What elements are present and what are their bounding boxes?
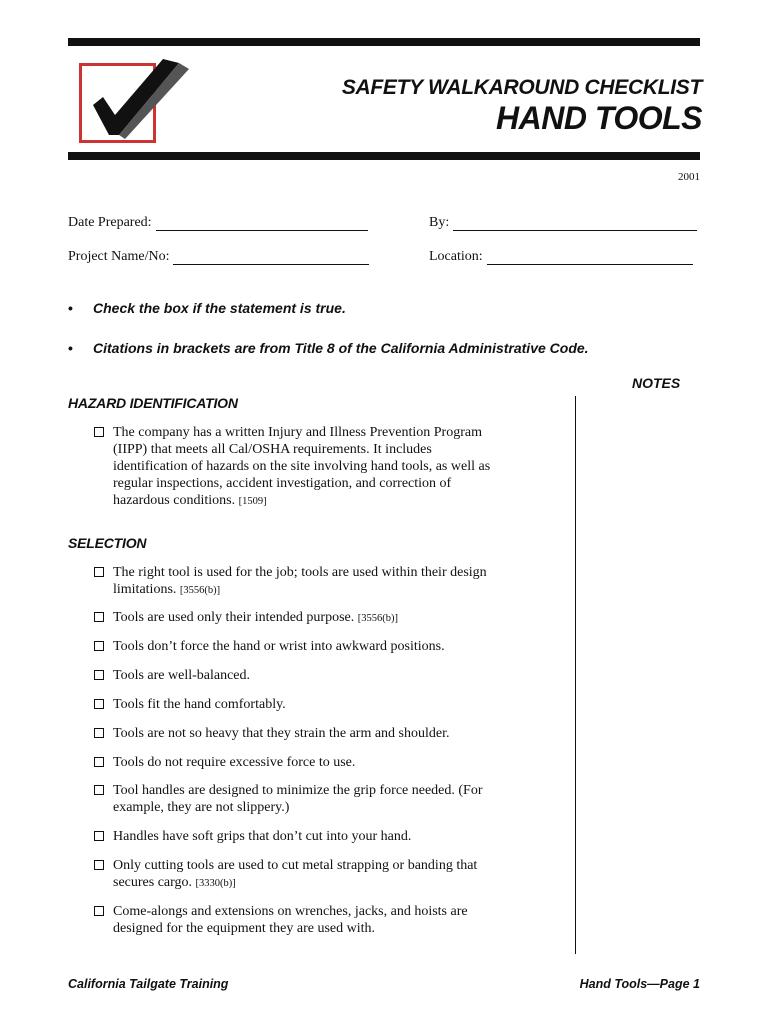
checklist-item-line: Come-alongs and extensions on wrenches, jacks, and hoists are [113,904,468,919]
checkmark-logo-icon [79,55,197,150]
checkbox[interactable] [94,612,104,622]
checklist-subject: HAND TOOLS [496,100,702,136]
checklist-item-text [94,424,554,510]
notes-divider [575,396,576,954]
header-bottom-rule [68,152,700,160]
checklist-item [94,424,554,510]
location-field [429,249,693,265]
checklist-item-line: Tools do not require excessive force to use. [113,755,356,770]
instruction-text: Citations in brackets are from Title 8 of the California Administrative Code. [93,340,589,356]
checkbox[interactable] [94,906,104,916]
checklist-item [94,564,554,599]
checklist-item-line: hazardous conditions. [113,493,236,508]
edition-year: 2001 [678,171,700,183]
checklist-item-line: designed for the equipment they are used with. [113,921,376,936]
project-line[interactable] [173,250,369,265]
checklist-item-text [94,564,554,599]
location-line[interactable] [487,250,693,265]
bullet-dot: • [68,340,73,356]
checklist-item-text [94,828,554,845]
footer-page: Hand Tools—Page 1 [579,977,700,991]
date-prepared-label: Date Prepared: [68,215,152,230]
checklist-item [94,903,554,937]
checklist-item-line: limitations. [113,582,177,597]
checkbox[interactable] [94,785,104,795]
checklist-item-line: The company has a written Injury and Illness Prevention Program [113,425,482,440]
checklist-item-line: (IIPP) that meets all Cal/OSHA requirements. It includes [113,442,432,457]
checkbox[interactable] [94,670,104,680]
footer-source: California Tailgate Training [68,977,229,991]
date-prepared-field [68,215,368,231]
checklist-item-line: Tools don’t force the hand or wrist into awkward positions. [113,639,445,654]
checklist-item-line: Tool handles are designed to minimize the grip force needed. (For [113,783,483,798]
checklist-item-line: Handles have soft grips that don’t cut into your hand. [113,829,412,844]
checklist-item-line: example, they are not slippery.) [113,800,290,815]
checklist-item-text [94,667,554,684]
bullet-dot: • [68,300,73,316]
checklist-item [94,696,554,713]
checklist-item [94,782,554,816]
location-label: Location: [429,249,483,264]
checklist-item-line: regular inspections, accident investigation, and correction of [113,476,452,491]
checklist-item [94,725,554,742]
project-field [68,249,369,265]
checkbox[interactable] [94,427,104,437]
checkbox[interactable] [94,831,104,841]
checklist-item-text [94,609,554,627]
by-label: By: [429,215,450,230]
by-line[interactable] [453,216,697,231]
checklist-item-text [94,754,554,771]
checkbox[interactable] [94,699,104,709]
checklist-item-line: Only cutting tools are used to cut metal strapping or banding that [113,858,478,873]
checklist-item-line: Tools are not so heavy that they strain the arm and shoulder. [113,726,450,741]
citation: [3556(b)] [357,613,398,624]
checklist-item-text [94,638,554,655]
checklist-item [94,638,554,655]
checklist-item-line: secures cargo. [113,875,193,890]
project-label: Project Name/No: [68,249,170,264]
instruction-text: Check the box if the statement is true. [93,300,346,316]
checkbox[interactable] [94,757,104,767]
checklist-item-line: Tools are used only their intended purpose. [113,610,355,625]
checklist-item [94,857,554,892]
checklist-item-text [94,696,554,713]
notes-label: NOTES [632,375,681,391]
citation: [3556(b)] [179,585,221,596]
checkbox[interactable] [94,641,104,651]
checklist-item-line: Tools fit the hand comfortably. [113,697,286,712]
checkbox[interactable] [94,728,104,738]
citation: [1509] [238,496,267,507]
checklist-item-text [94,903,554,937]
instruction-bullet [68,340,589,356]
date-prepared-line[interactable] [156,216,368,231]
by-field [429,215,697,231]
checklist-item-text [94,782,554,816]
citation: [3330(b)] [195,878,236,889]
section-heading-hazard: HAZARD IDENTIFICATION [68,395,238,411]
checklist-item [94,754,554,771]
checklist-item-line: identification of hazards on the site involving hand tools, as well as [113,459,491,474]
checklist-item [94,828,554,845]
checkbox[interactable] [94,567,104,577]
section-heading-selection: SELECTION [68,535,147,551]
checklist-item [94,667,554,684]
checklist-item-line: Tools are well-balanced. [113,668,251,683]
checkbox[interactable] [94,860,104,870]
checklist-item-text [94,857,554,892]
checklist-item [94,609,554,627]
instruction-bullet [68,300,346,316]
checklist-item-line: The right tool is used for the job; tools are used within their design [113,565,487,580]
header-top-rule [68,38,700,46]
checklist-title: SAFETY WALKAROUND CHECKLIST [341,76,702,99]
checklist-item-text [94,725,554,742]
